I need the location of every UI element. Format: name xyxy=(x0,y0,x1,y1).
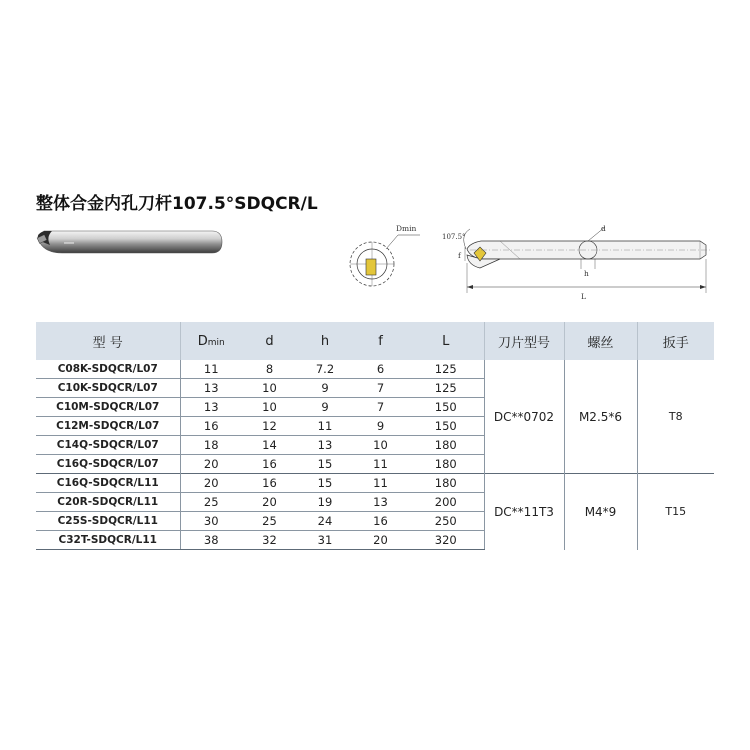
row-f: 16 xyxy=(353,512,408,531)
page-title: 整体合金内孔刀杆107.5°SDQCR/L xyxy=(36,194,318,214)
f-label: f xyxy=(458,251,461,260)
header-L: L xyxy=(408,322,484,360)
row-d: 10 xyxy=(242,379,297,398)
row-f: 20 xyxy=(353,531,408,550)
group1-screw: M2.5*6 xyxy=(564,360,637,474)
header-d: d xyxy=(242,322,297,360)
row-d: 25 xyxy=(242,512,297,531)
row-d: 32 xyxy=(242,531,297,550)
row-f: 7 xyxy=(353,379,408,398)
header-dmin-sub: min xyxy=(207,337,225,348)
row-dmin: 25 xyxy=(180,493,242,512)
group2-wrench: T15 xyxy=(637,474,714,550)
table-row xyxy=(36,474,714,493)
row-L: 320 xyxy=(408,531,484,550)
row-model: C25S-SDQCR/L11 xyxy=(36,512,180,531)
row-model: C16Q-SDQCR/L11 xyxy=(36,474,180,493)
row-model: C12M-SDQCR/L07 xyxy=(36,417,180,436)
tool-illustrations xyxy=(0,205,750,310)
table-row xyxy=(36,360,714,379)
header-dmin-main: D xyxy=(197,333,208,349)
row-dmin: 20 xyxy=(180,474,242,493)
dmin-label: Dmin xyxy=(396,224,417,233)
row-dmin: 18 xyxy=(180,436,242,455)
row-h: 13 xyxy=(297,436,353,455)
row-h: 9 xyxy=(297,379,353,398)
row-h: 9 xyxy=(297,398,353,417)
row-h: 24 xyxy=(297,512,353,531)
row-model: C16Q-SDQCR/L07 xyxy=(36,455,180,474)
row-h: 7.2 xyxy=(315,362,335,376)
row-f: 13 xyxy=(353,493,408,512)
row-model: C10K-SDQCR/L07 xyxy=(36,379,180,398)
row-h: 11 xyxy=(297,417,353,436)
row-model: C10M-SDQCR/L07 xyxy=(36,398,180,417)
side-view-diagram xyxy=(442,224,712,301)
row-d: 16 xyxy=(242,455,297,474)
row-L: 180 xyxy=(408,474,484,493)
row-dmin: 38 xyxy=(180,531,242,550)
header-wrench: 扳手 xyxy=(637,322,714,360)
header-insert: 刀片型号 xyxy=(484,322,564,360)
header-h: h xyxy=(297,322,353,360)
row-L: 200 xyxy=(408,493,484,512)
row-d: 20 xyxy=(242,493,297,512)
row-model: C20R-SDQCR/L11 xyxy=(36,493,180,512)
row-L: 180 xyxy=(408,455,484,474)
row-L: 150 xyxy=(408,398,484,417)
row-dmin: 11 xyxy=(203,362,219,376)
cross-section-diagram xyxy=(350,224,420,286)
boring-bar-photo xyxy=(37,231,222,253)
spec-table xyxy=(36,322,714,553)
row-model: C14Q-SDQCR/L07 xyxy=(36,436,180,455)
row-dmin: 30 xyxy=(180,512,242,531)
row-model: C08K-SDQCR/L07 xyxy=(36,360,180,379)
row-d: 14 xyxy=(242,436,297,455)
row-f: 11 xyxy=(353,455,408,474)
group1-insert: DC**0702 xyxy=(484,360,564,474)
row-L: 125 xyxy=(408,379,484,398)
row-d: 16 xyxy=(242,474,297,493)
row-dmin: 16 xyxy=(180,417,242,436)
row-f: 9 xyxy=(353,417,408,436)
h-label: h xyxy=(584,269,589,278)
row-h: 31 xyxy=(297,531,353,550)
row-L: 180 xyxy=(408,436,484,455)
row-f: 7 xyxy=(353,398,408,417)
row-model: C32T-SDQCR/L11 xyxy=(36,531,180,550)
row-dmin: 13 xyxy=(180,379,242,398)
row-dmin: 13 xyxy=(180,398,242,417)
row-L: 150 xyxy=(408,417,484,436)
row-h: 15 xyxy=(297,474,353,493)
row-L: 125 xyxy=(408,360,484,379)
header-model: 型 号 xyxy=(36,322,180,360)
row-h: 15 xyxy=(297,455,353,474)
row-h: 19 xyxy=(297,493,353,512)
d-label: d xyxy=(601,224,606,233)
header-f: f xyxy=(353,322,408,360)
row-d: 10 xyxy=(242,398,297,417)
row-f: 6 xyxy=(376,362,385,376)
row-d: 8 xyxy=(265,362,274,376)
group2-insert: DC**11T3 xyxy=(484,474,564,550)
table-header-row xyxy=(36,322,714,360)
row-d: 12 xyxy=(242,417,297,436)
row-f: 11 xyxy=(353,474,408,493)
row-L: 250 xyxy=(408,512,484,531)
row-dmin: 20 xyxy=(180,455,242,474)
header-screw: 螺丝 xyxy=(564,322,637,360)
group2-screw: M4*9 xyxy=(564,474,637,550)
header-dmin xyxy=(180,322,242,360)
angle-label: 107.5° xyxy=(442,233,466,241)
row-f: 10 xyxy=(353,436,408,455)
group1-wrench: T8 xyxy=(668,410,683,423)
length-label: L xyxy=(581,292,586,301)
